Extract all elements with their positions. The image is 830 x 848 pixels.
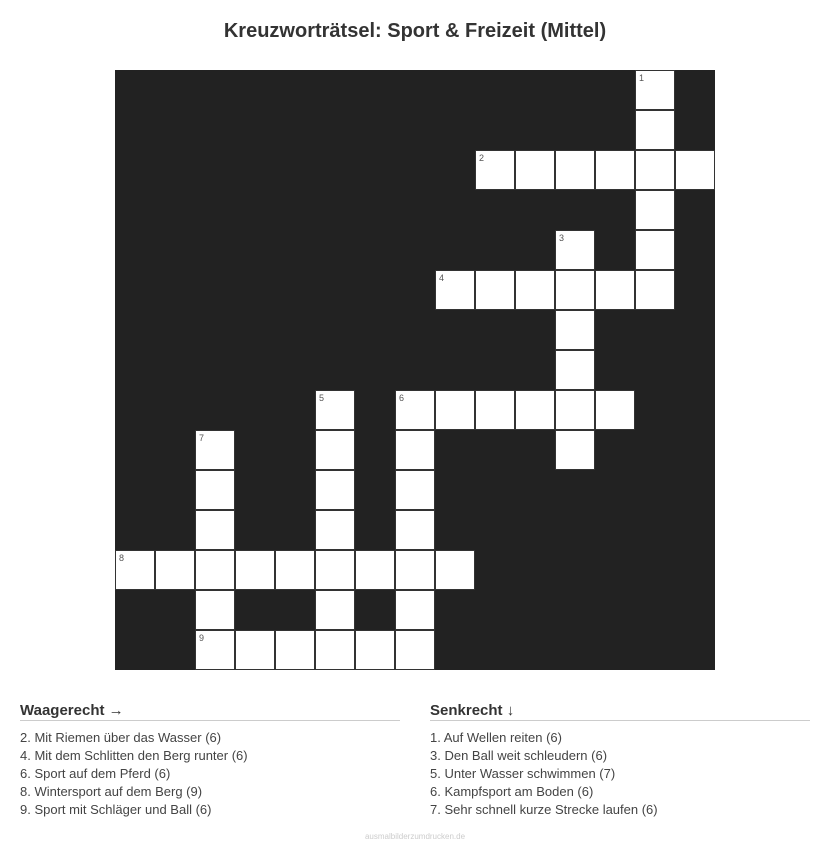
crossword-cell[interactable] <box>435 550 475 590</box>
crossword-cell[interactable] <box>555 150 595 190</box>
crossword-cell[interactable] <box>355 630 395 670</box>
crossword-cell[interactable] <box>475 390 515 430</box>
crossword-cell[interactable] <box>395 550 435 590</box>
crossword-cell[interactable] <box>275 550 315 590</box>
clue-item: 5. Unter Wasser schwimmen (7) <box>430 766 616 781</box>
crossword-cell[interactable] <box>315 390 355 430</box>
clue-item: 9. Sport mit Schläger und Ball (6) <box>20 802 212 817</box>
cell-number: 9 <box>199 633 205 643</box>
crossword-cell[interactable] <box>635 150 675 190</box>
crossword-cell[interactable] <box>315 550 355 590</box>
crossword-cell[interactable] <box>475 270 515 310</box>
crossword-cell[interactable] <box>635 230 675 270</box>
crossword-cell[interactable] <box>395 510 435 550</box>
clue-item: 8. Wintersport auf dem Berg (9) <box>20 784 203 799</box>
crossword-cell[interactable] <box>315 630 355 670</box>
clue-item: 6. Sport auf dem Pferd (6) <box>20 766 171 781</box>
down-heading-label: Senkrecht <box>430 702 503 719</box>
cell-number: 5 <box>319 393 325 403</box>
crossword-cell[interactable] <box>595 390 635 430</box>
down-clues-section <box>430 702 810 819</box>
crossword-cell[interactable] <box>195 430 235 470</box>
crossword-cell[interactable] <box>515 150 555 190</box>
crossword-cell[interactable] <box>515 390 555 430</box>
cell-number: 4 <box>439 273 445 283</box>
crossword-cell[interactable] <box>195 510 235 550</box>
crossword-cell[interactable] <box>395 630 435 670</box>
crossword-cell[interactable] <box>155 550 195 590</box>
crossword-cell[interactable] <box>635 70 675 110</box>
crossword-cell[interactable] <box>635 110 675 150</box>
crossword-cell[interactable] <box>595 150 635 190</box>
crossword-cell[interactable] <box>315 470 355 510</box>
crossword-cell[interactable] <box>555 270 595 310</box>
cell-number: 3 <box>559 233 565 243</box>
cell-number: 1 <box>639 73 645 83</box>
crossword-cell[interactable] <box>395 430 435 470</box>
crossword-cell[interactable] <box>635 270 675 310</box>
across-clues-section <box>20 702 400 819</box>
footer-credit: ausmalbilderzumdrucken.de <box>364 832 466 841</box>
crossword-cell[interactable] <box>395 590 435 630</box>
crossword-cell[interactable] <box>315 510 355 550</box>
cell-number: 2 <box>479 153 485 163</box>
clue-item: 2. Mit Riemen über das Wasser (6) <box>20 730 222 745</box>
crossword-cell[interactable] <box>355 550 395 590</box>
crossword-cell[interactable] <box>635 190 675 230</box>
crossword-cell[interactable] <box>395 390 435 430</box>
clue-item: 6. Kampfsport am Boden (6) <box>430 784 594 799</box>
right-arrow-icon: → <box>108 702 124 719</box>
down-clue-list <box>430 729 810 819</box>
crossword-cell[interactable] <box>275 630 315 670</box>
page-title: Kreuzworträtsel: Sport & Freizeit (Mittel) <box>223 20 607 42</box>
crossword-cell[interactable] <box>555 390 595 430</box>
crossword-cell[interactable] <box>315 590 355 630</box>
crossword-cell[interactable] <box>555 430 595 470</box>
crossword-cell[interactable] <box>115 550 155 590</box>
cell-number: 6 <box>399 393 405 403</box>
crossword-cell[interactable] <box>315 430 355 470</box>
across-heading-label: Waagerecht <box>20 702 105 719</box>
across-clue-list <box>20 729 400 819</box>
down-arrow-icon: ↓ <box>506 702 515 719</box>
crossword-cell[interactable] <box>595 270 635 310</box>
crossword-cell[interactable] <box>235 550 275 590</box>
crossword-cell[interactable] <box>555 230 595 270</box>
crossword-cell[interactable] <box>195 630 235 670</box>
crossword-grid <box>115 70 715 670</box>
crossword-cell[interactable] <box>555 310 595 350</box>
crossword-cell[interactable] <box>195 550 235 590</box>
clue-item: 1. Auf Wellen reiten (6) <box>430 730 562 745</box>
down-heading <box>430 702 810 721</box>
crossword-cell[interactable] <box>195 470 235 510</box>
cell-number: 7 <box>199 433 205 443</box>
crossword-cell[interactable] <box>555 350 595 390</box>
crossword-cell[interactable] <box>395 470 435 510</box>
crossword-cell[interactable] <box>235 630 275 670</box>
crossword-cell[interactable] <box>675 150 715 190</box>
cell-number: 8 <box>119 553 125 563</box>
crossword-cell[interactable] <box>435 390 475 430</box>
crossword-cell[interactable] <box>435 270 475 310</box>
crossword-cell[interactable] <box>475 150 515 190</box>
clue-item: 4. Mit dem Schlitten den Berg runter (6) <box>20 748 248 763</box>
crossword-cell[interactable] <box>195 590 235 630</box>
clue-item: 3. Den Ball weit schleudern (6) <box>430 748 608 763</box>
across-heading <box>20 702 400 721</box>
crossword-cell[interactable] <box>515 270 555 310</box>
clue-item: 7. Sehr schnell kurze Strecke laufen (6) <box>430 802 658 817</box>
